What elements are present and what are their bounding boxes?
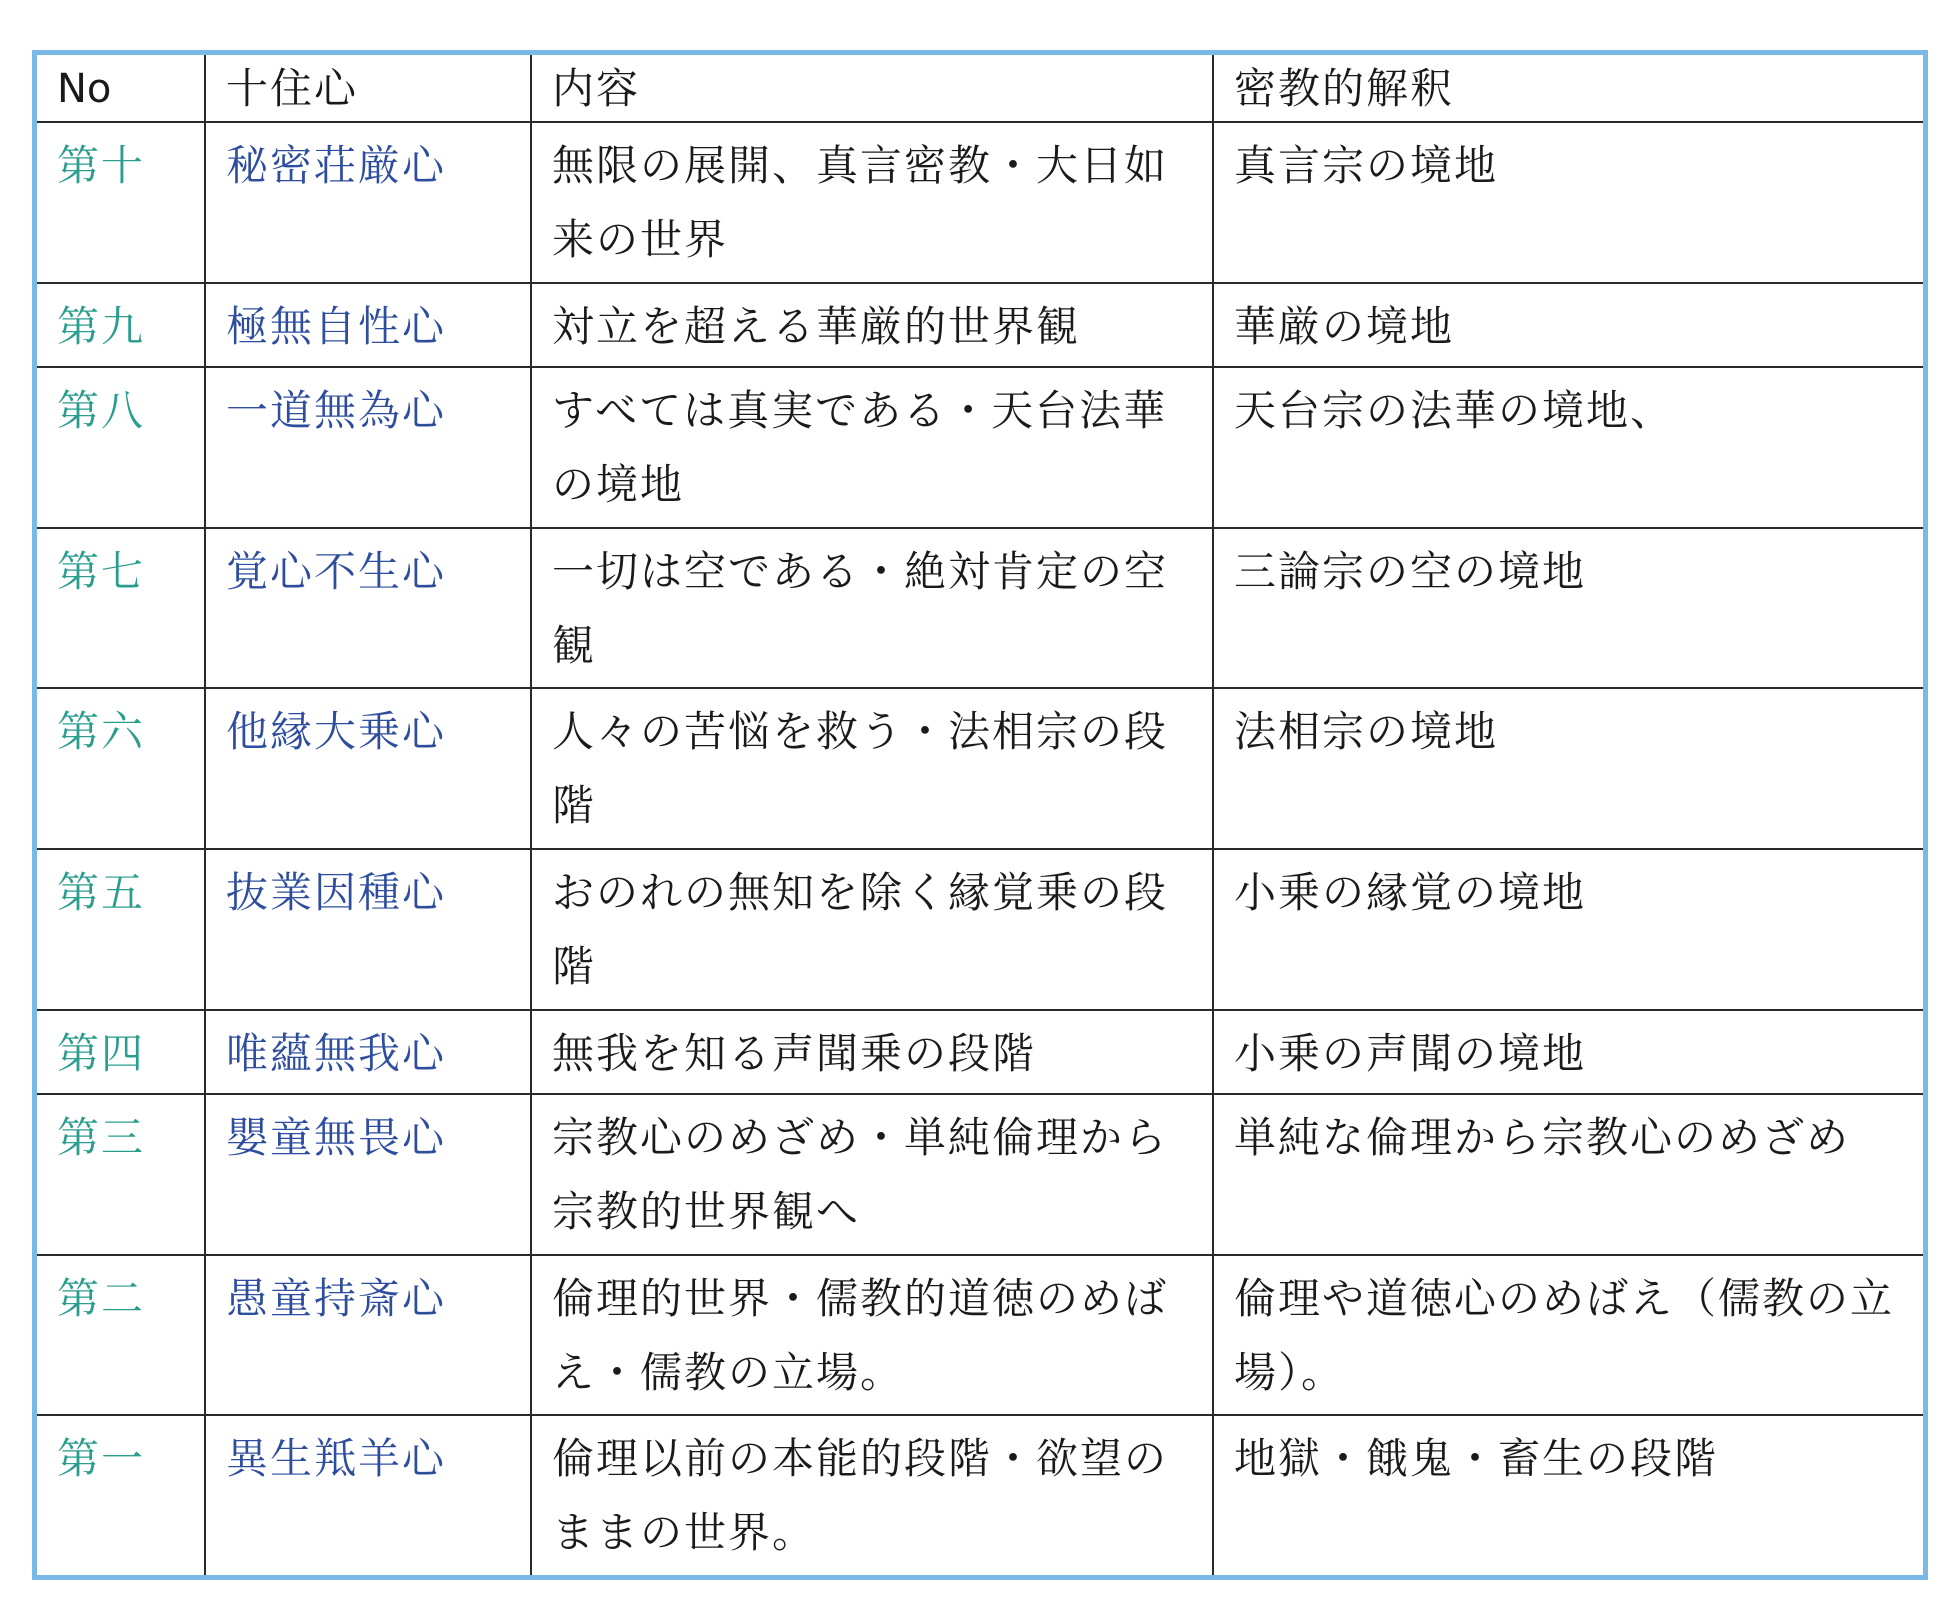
row-interpretation: 地獄・餓鬼・畜生の段階 (1213, 1415, 1923, 1575)
row-number: 第一 (37, 1415, 205, 1575)
row-interpretation: 小乗の声聞の境地 (1213, 1010, 1923, 1094)
row-mind-name: 抜業因種心 (205, 849, 531, 1010)
table-header (37, 55, 1923, 122)
table-row (37, 367, 1923, 528)
row-content: 人々の苦悩を救う・法相宗の段階 (531, 688, 1213, 849)
row-mind-name: 嬰童無畏心 (205, 1094, 531, 1255)
row-number: 第二 (37, 1255, 205, 1416)
header-interpretation: 密教的解釈 (1213, 55, 1923, 122)
row-content: 倫理的世界・儒教的道徳のめばえ・儒教の立場。 (531, 1255, 1213, 1416)
row-interpretation: 天台宗の法華の境地、 (1213, 367, 1923, 528)
row-content: 対立を超える華厳的世界観 (531, 283, 1213, 367)
row-content: おのれの無知を除く縁覚乗の段階 (531, 849, 1213, 1010)
row-number: 第六 (37, 688, 205, 849)
table-body (37, 122, 1923, 1575)
table-row (37, 283, 1923, 367)
table-row (37, 849, 1923, 1010)
mind-stages-table-frame (32, 50, 1928, 1580)
row-mind-name: 覚心不生心 (205, 528, 531, 689)
row-interpretation: 華厳の境地 (1213, 283, 1923, 367)
row-content: 宗教心のめざめ・単純倫理から宗教的世界観へ (531, 1094, 1213, 1255)
row-mind-name: 愚童持斎心 (205, 1255, 531, 1416)
row-number: 第七 (37, 528, 205, 689)
row-content: 一切は空である・絶対肯定の空観 (531, 528, 1213, 689)
table-row (37, 1094, 1923, 1255)
row-mind-name: 極無自性心 (205, 283, 531, 367)
row-content: すべては真実である・天台法華の境地 (531, 367, 1213, 528)
row-number: 第十 (37, 122, 205, 283)
row-number: 第八 (37, 367, 205, 528)
table-row (37, 1010, 1923, 1094)
table-row (37, 1415, 1923, 1575)
header-name: 十住心 (205, 55, 531, 122)
row-interpretation: 倫理や道徳心のめばえ（儒教の立場）。 (1213, 1255, 1923, 1416)
table-row (37, 122, 1923, 283)
row-number: 第九 (37, 283, 205, 367)
row-number: 第五 (37, 849, 205, 1010)
row-mind-name: 一道無為心 (205, 367, 531, 528)
row-mind-name: 秘密荘厳心 (205, 122, 531, 283)
header-row (37, 55, 1923, 122)
row-interpretation: 真言宗の境地 (1213, 122, 1923, 283)
row-content: 無我を知る声聞乗の段階 (531, 1010, 1213, 1094)
row-content: 無限の展開、真言密教・大日如来の世界 (531, 122, 1213, 283)
table-row (37, 528, 1923, 689)
row-content: 倫理以前の本能的段階・欲望のままの世界。 (531, 1415, 1213, 1575)
row-mind-name: 唯蘊無我心 (205, 1010, 531, 1094)
row-interpretation: 単純な倫理から宗教心のめざめ (1213, 1094, 1923, 1255)
row-mind-name: 異生羝羊心 (205, 1415, 531, 1575)
row-interpretation: 法相宗の境地 (1213, 688, 1923, 849)
ten-minds-table (37, 55, 1923, 1575)
table-row (37, 688, 1923, 849)
table-row (37, 1255, 1923, 1416)
row-mind-name: 他縁大乗心 (205, 688, 531, 849)
row-interpretation: 三論宗の空の境地 (1213, 528, 1923, 689)
header-content: 内容 (531, 55, 1213, 122)
row-number: 第三 (37, 1094, 205, 1255)
row-interpretation: 小乗の縁覚の境地 (1213, 849, 1923, 1010)
row-number: 第四 (37, 1010, 205, 1094)
header-no: No (37, 55, 205, 122)
